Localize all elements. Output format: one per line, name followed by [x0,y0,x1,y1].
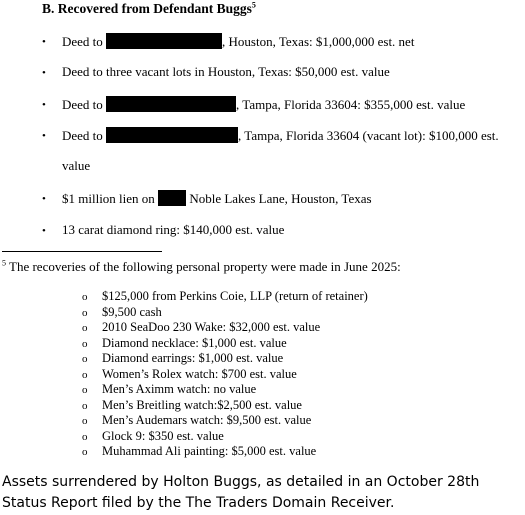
bullet-marker: • [42,67,46,79]
list-item-text: Men’s Aximm watch: no value [102,382,257,396]
list-item-text: Men’s Breitling watch:$2,500 est. value [102,397,302,412]
list-item-text: $125,000 from Perkins Coie, LLP (return of retainer) [102,289,368,303]
item-text-suffix: Noble Lakes Lane, Houston, Texas [186,191,372,206]
asset-item-5 [62,190,372,207]
personal-property-list [82,289,368,460]
asset-item-4 [62,127,499,144]
asset-item-3 [62,96,465,113]
list-item-text: Diamond earrings: $1,000 est. value [102,351,284,365]
section-heading [42,1,256,17]
list-marker: o [82,430,88,443]
asset-item-2: Deed to three vacant lots in Houston, Texas: $50,000 est. value [62,64,390,79]
list-item [82,336,368,352]
list-item-text: Muhammad Ali painting: $5,000 est. value [102,444,317,458]
bullet-marker: • [42,193,46,205]
list-item-text: Men’s Audemars watch: $9,500 est. value [102,413,312,427]
item-text-prefix: $1 million lien on [62,191,159,206]
footnote-text [2,259,401,275]
asset-item-1 [62,33,414,50]
list-item [82,305,368,321]
item-text-suffix: , Tampa, Florida 33604 (vacant lot): $100,000 est. [238,128,499,143]
list-item [82,320,368,336]
list-marker: o [82,415,88,427]
list-item [82,444,368,460]
footnote-reference: 5 [251,0,256,10]
list-item [82,413,368,429]
item-text-prefix: Deed to [62,34,107,49]
list-marker: o [82,306,88,319]
list-item [82,398,368,414]
bullet-marker: • [42,225,46,237]
redaction-bar [158,190,186,206]
redaction-bar [106,96,236,112]
list-marker: o [82,337,88,350]
list-item-text: Diamond necklace: $1,000 est. value [102,335,287,350]
list-item-text: 2010 SeaDoo 230 Wake: $32,000 est. value [102,320,321,334]
item-text-prefix: Deed to [62,97,107,112]
asset-item-4-continuation: value [62,158,91,173]
list-marker: o [82,291,88,303]
list-marker: o [82,368,88,381]
bullet-marker: • [42,36,46,48]
list-item [82,289,368,305]
asset-item-6: 13 carat diamond ring: $140,000 est. value [62,222,285,237]
list-item-text: Glock 9: $350 est. value [102,428,224,443]
item-text-suffix: , Tampa, Florida 33604: $355,000 est. value [236,97,466,112]
list-marker: o [82,384,88,396]
bullet-marker: • [42,99,46,111]
list-item [82,351,368,367]
footnote-number: 5 [2,258,6,268]
section-heading-text: B. Recovered from Defendant Buggs [42,1,252,16]
list-marker: o [82,399,88,412]
list-marker: o [82,446,88,458]
redaction-bar [106,33,222,49]
bullet-marker: • [42,130,46,142]
image-caption: Assets surrendered by Holton Buggs, as detailed in an October 28th Status Report filed by the The Traders Domain Receiver. [2,474,480,511]
item-text-prefix: Deed to [62,128,107,143]
list-marker: o [82,322,88,334]
list-item [82,382,368,398]
list-item [82,429,368,445]
footnote-separator [2,251,162,252]
item-text-suffix: , Houston, Texas: $1,000,000 est. net [222,34,415,49]
footnote-body: The recoveries of the following personal property were made in June 2025: [6,259,401,274]
list-marker: o [82,353,88,365]
redaction-bar [106,127,238,143]
list-item [82,367,368,383]
list-item-text: Women’s Rolex watch: $700 est. value [102,366,297,381]
list-item-text: $9,500 cash [102,304,162,319]
